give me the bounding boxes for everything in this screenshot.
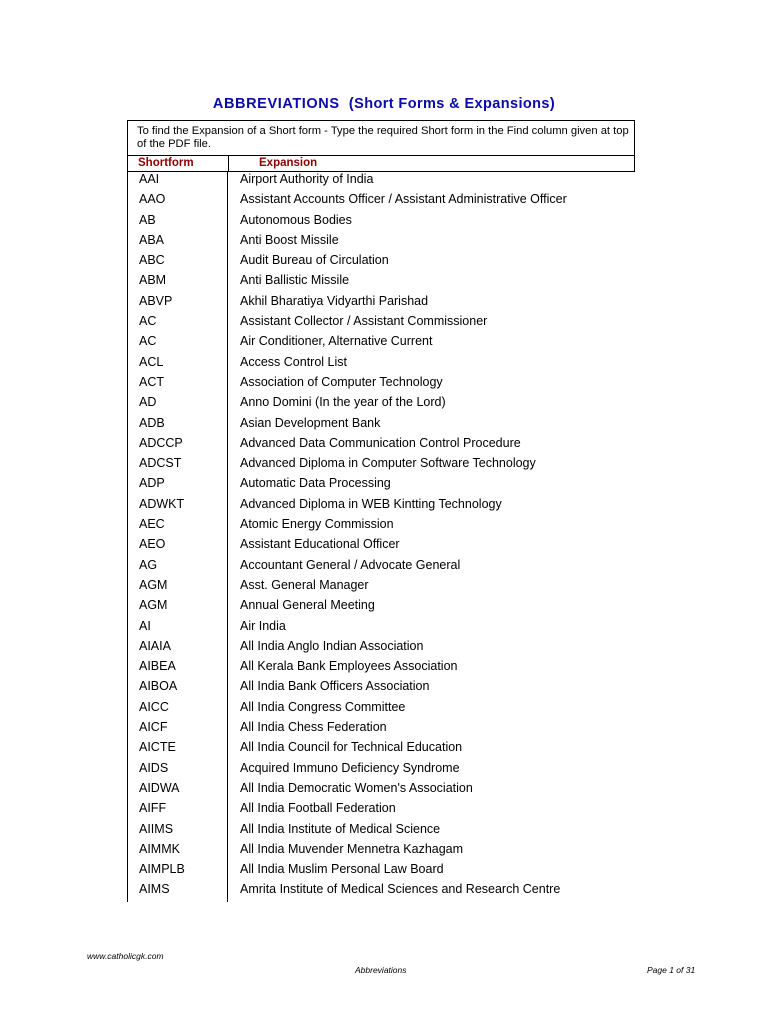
shortform-cell: AEO bbox=[139, 537, 166, 552]
table-row bbox=[0, 618, 768, 638]
table-row bbox=[0, 293, 768, 313]
expansion-cell: Autonomous Bodies bbox=[240, 212, 352, 227]
shortform-cell: AC bbox=[139, 314, 157, 329]
expansion-cell: All India Bank Officers Association bbox=[240, 679, 430, 694]
table-row bbox=[0, 760, 768, 780]
table-row bbox=[0, 415, 768, 435]
shortform-cell: AI bbox=[139, 618, 151, 633]
expansion-cell: All India Chess Federation bbox=[240, 720, 387, 735]
table-row bbox=[0, 557, 768, 577]
page-title bbox=[0, 96, 768, 112]
expansion-cell: Assistant Educational Officer bbox=[240, 537, 400, 552]
expansion-cell: Annual General Meeting bbox=[240, 598, 375, 613]
shortform-cell: AIIMS bbox=[139, 821, 174, 836]
expansion-cell: All India Democratic Women's Association bbox=[240, 780, 473, 795]
expansion-cell: All India Institute of Medical Science bbox=[240, 821, 441, 836]
expansion-cell: Assistant Accounts Officer / Assistant Administrative Officer bbox=[240, 192, 567, 207]
title-subtitle: (Short Forms & Expansions) bbox=[348, 96, 556, 112]
expansion-cell: All India Muvender Mennetra Kazhagam bbox=[240, 841, 464, 856]
shortform-cell: ADCCP bbox=[139, 435, 183, 450]
table-row bbox=[0, 252, 768, 272]
shortform-cell: AC bbox=[139, 334, 157, 349]
shortform-cell: AIDS bbox=[139, 760, 169, 775]
shortform-cell: AIMS bbox=[139, 882, 170, 897]
expansion-cell: Association of Computer Technology bbox=[240, 374, 443, 389]
expansion-cell: Akhil Bharatiya Vidyarthi Parishad bbox=[240, 293, 429, 308]
expansion-cell: Anti Ballistic Missile bbox=[240, 273, 350, 288]
table-row bbox=[0, 881, 768, 901]
shortform-cell: ADB bbox=[139, 415, 165, 430]
shortform-cell: AICF bbox=[139, 720, 168, 735]
expansion-cell: Asian Development Bank bbox=[240, 415, 381, 430]
table-row bbox=[0, 678, 768, 698]
table-row bbox=[0, 699, 768, 719]
table-row bbox=[0, 272, 768, 292]
shortform-cell: AAO bbox=[139, 192, 166, 207]
shortform-cell: ACL bbox=[139, 354, 164, 369]
table-row bbox=[0, 496, 768, 516]
expansion-cell: Air Conditioner, Alternative Current bbox=[240, 334, 433, 349]
shortform-cell: ABC bbox=[139, 253, 165, 268]
table-row bbox=[0, 475, 768, 495]
table-row bbox=[0, 191, 768, 211]
shortform-cell: ACT bbox=[139, 374, 164, 389]
shortform-cell: AGM bbox=[139, 577, 168, 592]
table-row bbox=[0, 171, 768, 191]
expansion-cell: Asst. General Manager bbox=[240, 577, 369, 592]
title-main: ABBREVIATIONS bbox=[212, 96, 340, 112]
shortform-cell: ADWKT bbox=[139, 496, 185, 511]
expansion-cell: Atomic Energy Commission bbox=[240, 517, 394, 532]
column-header-shortform: Shortform bbox=[138, 157, 194, 169]
table-row bbox=[0, 638, 768, 658]
footer-website[interactable]: www.catholicgk.com bbox=[87, 951, 164, 961]
table-row bbox=[0, 719, 768, 739]
shortform-cell: AIMMK bbox=[139, 841, 180, 856]
shortform-cell: AIBOA bbox=[139, 679, 178, 694]
expansion-cell: All Kerala Bank Employees Association bbox=[240, 659, 458, 674]
shortform-cell: AGM bbox=[139, 598, 168, 613]
shortform-cell: ABVP bbox=[139, 293, 173, 308]
expansion-cell: Advanced Data Communication Control Procedure bbox=[240, 435, 521, 450]
shortform-cell: AEC bbox=[139, 517, 165, 532]
table-row bbox=[0, 658, 768, 678]
instructions-box bbox=[127, 120, 635, 156]
expansion-cell: Automatic Data Processing bbox=[240, 476, 391, 491]
header-divider bbox=[228, 156, 229, 172]
shortform-cell: AG bbox=[139, 557, 158, 572]
table-row bbox=[0, 800, 768, 820]
expansion-cell: Airport Authority of India bbox=[240, 172, 374, 186]
table-row bbox=[0, 536, 768, 556]
table-row bbox=[0, 232, 768, 252]
expansion-cell: Anno Domini (In the year of the Lord) bbox=[240, 395, 446, 410]
table-row bbox=[0, 374, 768, 394]
table-row bbox=[0, 313, 768, 333]
shortform-cell: AICTE bbox=[139, 740, 176, 755]
expansion-cell: Advanced Diploma in WEB Kintting Technology bbox=[240, 496, 502, 511]
instructions-text: To find the Expansion of a Short form - Type the required Short form in the Find column given at top of the PDF file. bbox=[137, 125, 629, 150]
expansion-cell: Assistant Collector / Assistant Commissioner bbox=[240, 314, 488, 329]
table-row bbox=[0, 354, 768, 374]
abbreviation-table-body bbox=[0, 171, 768, 902]
expansion-cell: All India Muslim Personal Law Board bbox=[240, 862, 444, 877]
table-row bbox=[0, 597, 768, 617]
shortform-cell: AD bbox=[139, 395, 157, 410]
footer-document-name: Abbreviations bbox=[355, 965, 407, 975]
shortform-cell: AB bbox=[139, 212, 156, 227]
table-row bbox=[0, 212, 768, 232]
expansion-cell: All India Football Federation bbox=[240, 801, 396, 816]
expansion-cell: Access Control List bbox=[240, 354, 347, 369]
shortform-cell: AIMPLB bbox=[139, 862, 185, 877]
table-row bbox=[0, 821, 768, 841]
expansion-cell: Amrita Institute of Medical Sciences and Research Centre bbox=[240, 882, 561, 897]
shortform-cell: AAI bbox=[139, 172, 160, 186]
expansion-cell: Anti Boost Missile bbox=[240, 232, 339, 247]
table-header bbox=[127, 155, 635, 172]
expansion-cell: Audit Bureau of Circulation bbox=[240, 253, 389, 268]
shortform-cell: ABA bbox=[139, 232, 165, 247]
shortform-cell: AICC bbox=[139, 699, 169, 714]
table-row bbox=[0, 739, 768, 759]
column-header-expansion: Expansion bbox=[259, 157, 318, 169]
shortform-cell: ADP bbox=[139, 476, 165, 491]
shortform-cell: AIDWA bbox=[139, 780, 180, 795]
expansion-cell: Advanced Diploma in Computer Software Technology bbox=[240, 456, 536, 471]
shortform-cell: AIAIA bbox=[139, 638, 171, 653]
table-row bbox=[0, 780, 768, 800]
expansion-cell: Accountant General / Advocate General bbox=[240, 557, 461, 572]
table-row bbox=[0, 861, 768, 881]
table-row bbox=[0, 333, 768, 353]
table-row bbox=[0, 841, 768, 861]
shortform-cell: ADCST bbox=[139, 456, 182, 471]
expansion-cell: Air India bbox=[240, 618, 286, 633]
table-row bbox=[0, 516, 768, 536]
shortform-cell: ABM bbox=[139, 273, 167, 288]
expansion-cell: Acquired Immuno Deficiency Syndrome bbox=[240, 760, 460, 775]
expansion-cell: All India Congress Committee bbox=[240, 699, 406, 714]
table-row bbox=[0, 577, 768, 597]
table-row bbox=[0, 455, 768, 475]
shortform-cell: AIFF bbox=[139, 801, 167, 816]
expansion-cell: All India Council for Technical Education bbox=[240, 740, 463, 755]
footer-page-number: Page 1 of 31 bbox=[647, 965, 696, 975]
table-row bbox=[0, 435, 768, 455]
expansion-cell: All India Anglo Indian Association bbox=[240, 638, 424, 653]
table-row bbox=[0, 394, 768, 414]
shortform-cell: AIBEA bbox=[139, 659, 176, 674]
